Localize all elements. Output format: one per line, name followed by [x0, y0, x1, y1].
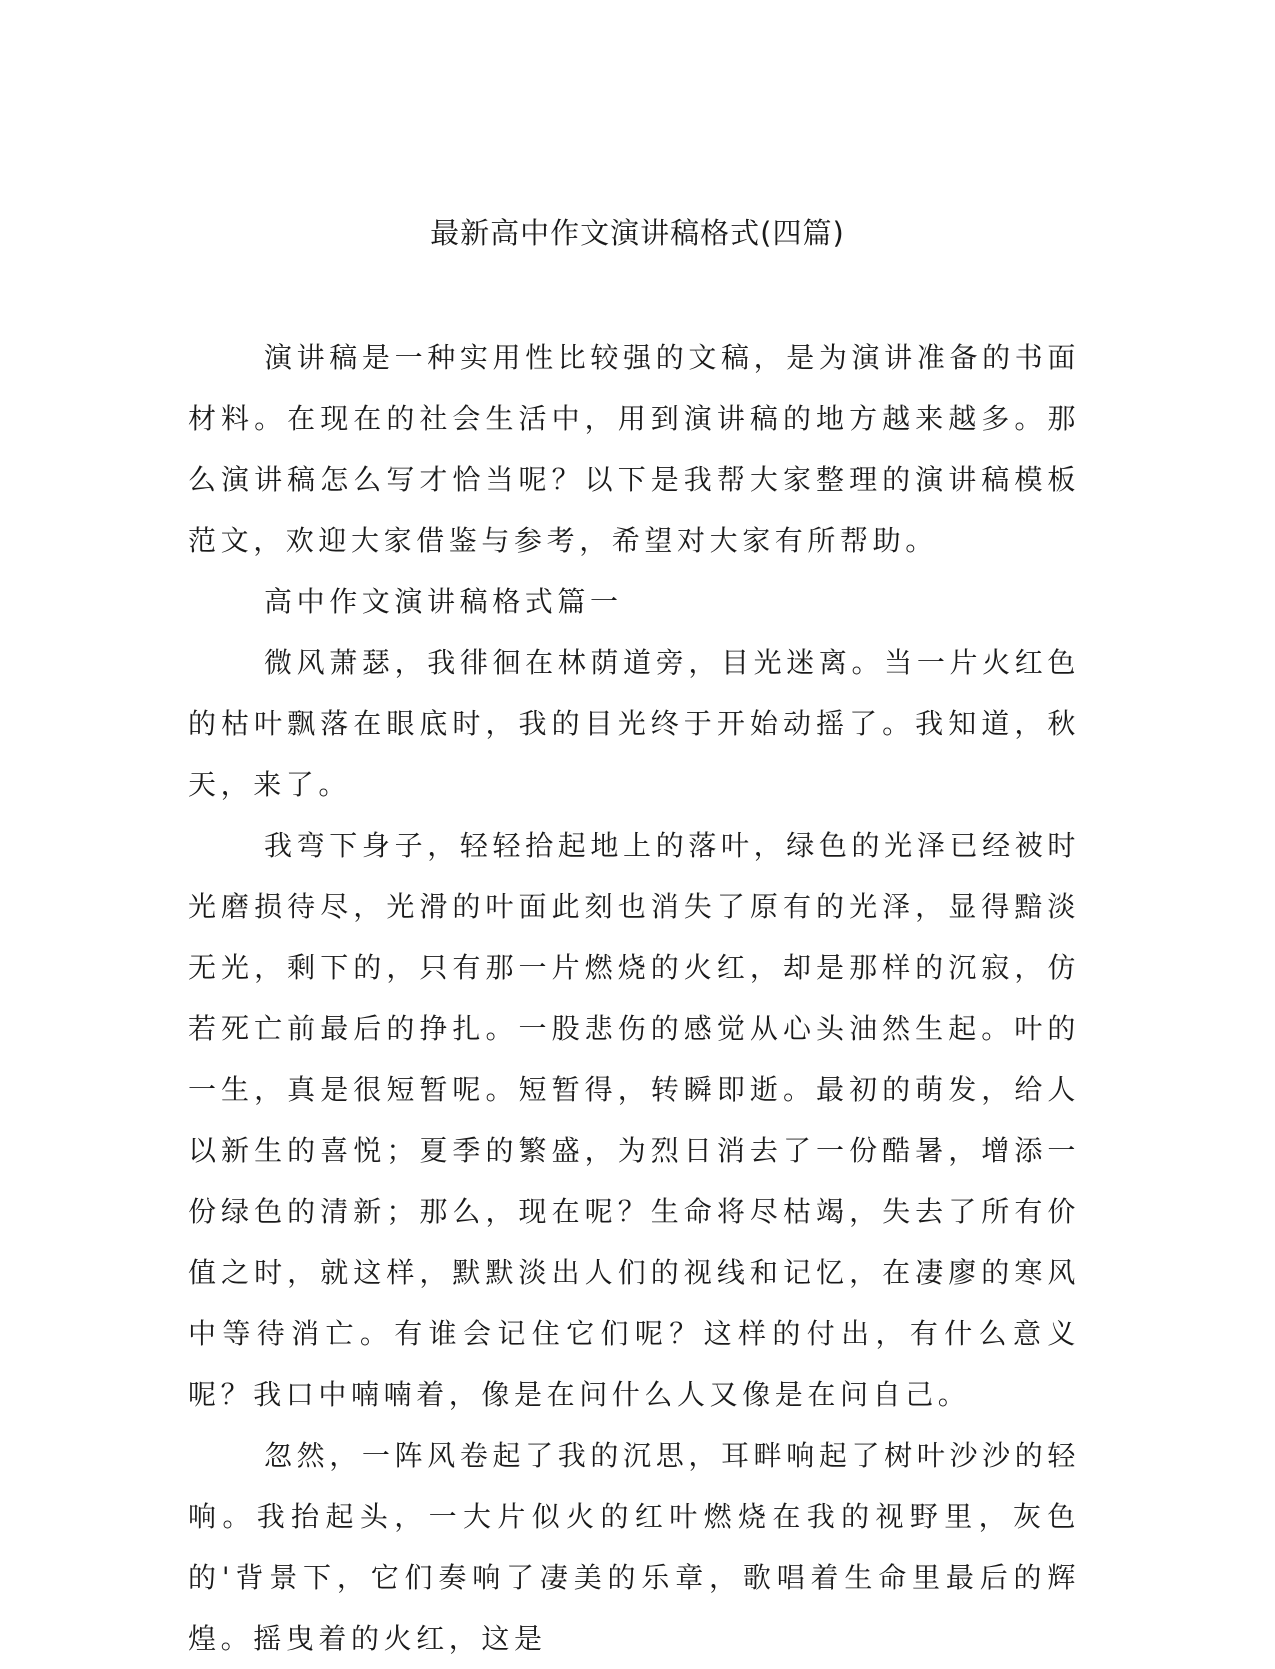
body-paragraph: 我弯下身子，轻轻拾起地上的落叶，绿色的光泽已经被时光磨损待尽，光滑的叶面此刻也消失了原有的光泽，显得黯淡无光，剩下的，只有那一片燃烧的火红，却是那样的沉寂，仿若死亡前最后的挣扎。一股悲伤的感觉从心头油然生起。叶的一生，真是很短暂呢。短暂得，转瞬即逝。最初的萌发，给人以新生的喜悦；夏季的繁盛，为烈日消去了一份酷暑，增添一份绿色的清新；那么，现在呢？生命将尽枯竭，失去了所有价值之时，就这样，默默淡出人们的视线和记忆，在凄廖的寒风中等待消亡。有谁会记住它们呢？这样的付出，有什么意义呢？我口中喃喃着，像是在问什么人又像是在问自己。 — [188, 829, 1080, 1411]
document-body — [188, 327, 1080, 1669]
document-title: 最新高中作文演讲稿格式(四篇) — [430, 216, 845, 250]
body-paragraph: 忽然，一阵风卷起了我的沉思，耳畔响起了树叶沙沙的轻响。我抬起头，一大片似火的红叶燃烧在我的视野里，灰色的'背景下，它们奏响了凄美的乐章，歌唱着生命里最后的辉煌。摇曳着的火红，这是 — [188, 1439, 1080, 1655]
body-paragraph: 微风萧瑟，我徘徊在林荫道旁，目光迷离。当一片火红色的枯叶飘落在眼底时，我的目光终于开始动摇了。我知道，秋天，来了。 — [188, 646, 1080, 801]
intro-paragraph: 演讲稿是一种实用性比较强的文稿，是为演讲准备的书面材料。在现在的社会生活中，用到演讲稿的地方越来越多。那么演讲稿怎么写才恰当呢？以下是我帮大家整理的演讲稿模板范文，欢迎大家借鉴与参考，希望对大家有所帮助。 — [188, 341, 1080, 557]
section-heading: 高中作文演讲稿格式篇一 — [264, 585, 623, 618]
